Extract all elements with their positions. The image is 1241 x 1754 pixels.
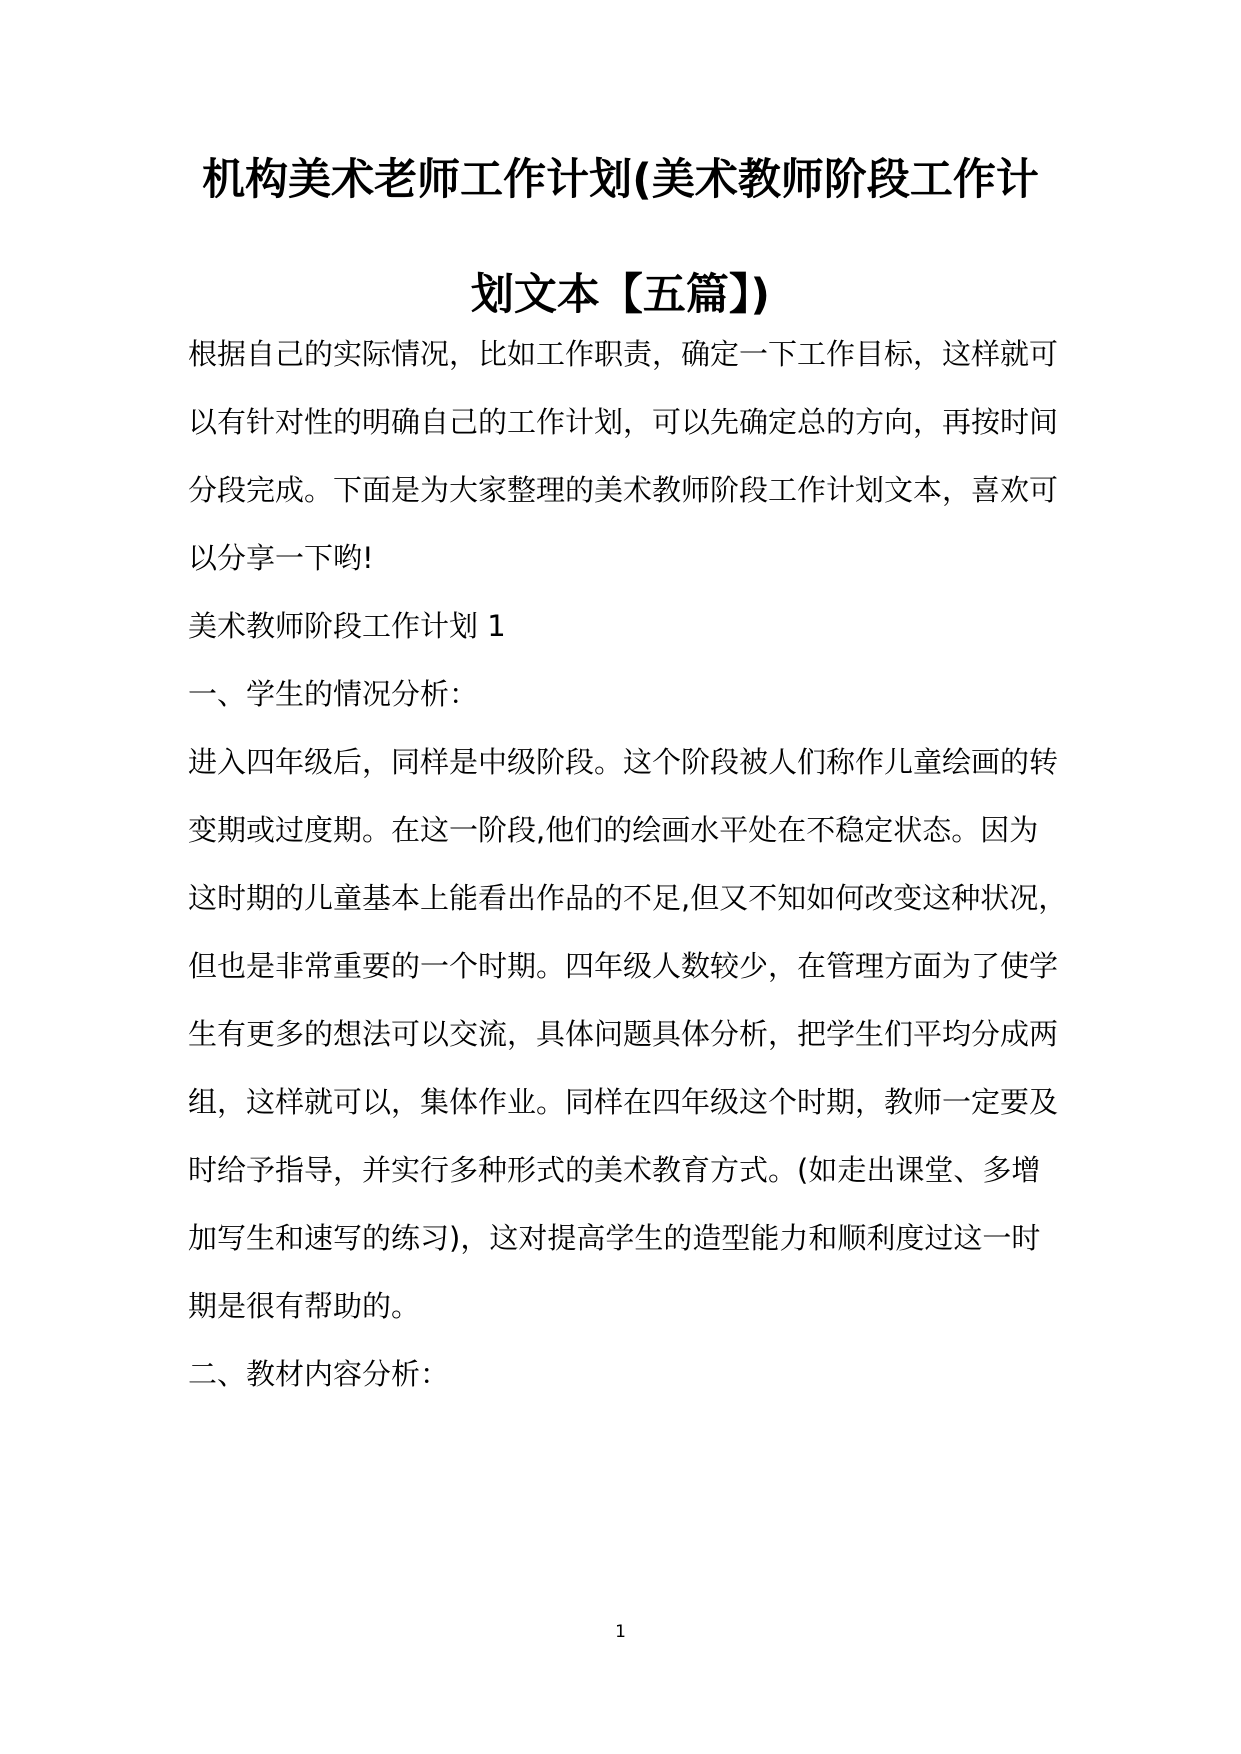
body-line-9: 期是很有帮助的。 <box>188 1289 421 1323</box>
intro-line-3: 分段完成。下面是为大家整理的美术教师阶段工作计划文本，喜欢可 <box>188 473 1059 507</box>
document-title-line-1: 机构美术老师工作计划(美术教师阶段工作计 <box>202 155 1039 205</box>
body-line-7: 时给予指导，并实行多种形式的美术教育方式。(如走出课堂、多增 <box>188 1153 1041 1187</box>
body-line-5: 生有更多的想法可以交流，具体问题具体分析，把学生们平均分成两 <box>188 1017 1059 1051</box>
body-line-4: 但也是非常重要的一个时期。四年级人数较少，在管理方面为了使学 <box>188 949 1059 983</box>
intro-line-1: 根据自己的实际情况，比如工作职责，确定一下工作目标，这样就可 <box>188 337 1059 371</box>
document-title-line-2: 划文本【五篇】) <box>470 270 771 320</box>
page-number: 1 <box>615 1622 626 1642</box>
section-heading-plan-1: 美术教师阶段工作计划 1 <box>188 609 506 643</box>
intro-line-2: 以有针对性的明确自己的工作计划，可以先确定总的方向，再按时间 <box>188 405 1059 439</box>
body-line-6: 组，这样就可以，集体作业。同样在四年级这个时期，教师一定要及 <box>188 1085 1059 1119</box>
body-line-2: 变期或过度期。在这一阶段,他们的绘画水平处在不稳定状态。因为 <box>188 813 1039 847</box>
body-line-1: 进入四年级后，同样是中级阶段。这个阶段被人们称作儿童绘画的转 <box>188 745 1059 779</box>
body-line-8: 加写生和速写的练习)，这对提高学生的造型能力和顺利度过这一时 <box>188 1221 1041 1255</box>
subheading-student-analysis: 一、学生的情况分析： <box>188 677 479 711</box>
body-line-3: 这时期的儿童基本上能看出作品的不足,但又不知如何改变这种状况， <box>188 881 1068 915</box>
intro-line-4: 以分享一下哟! <box>188 541 374 575</box>
subheading-textbook-analysis: 二、教材内容分析： <box>188 1357 450 1391</box>
